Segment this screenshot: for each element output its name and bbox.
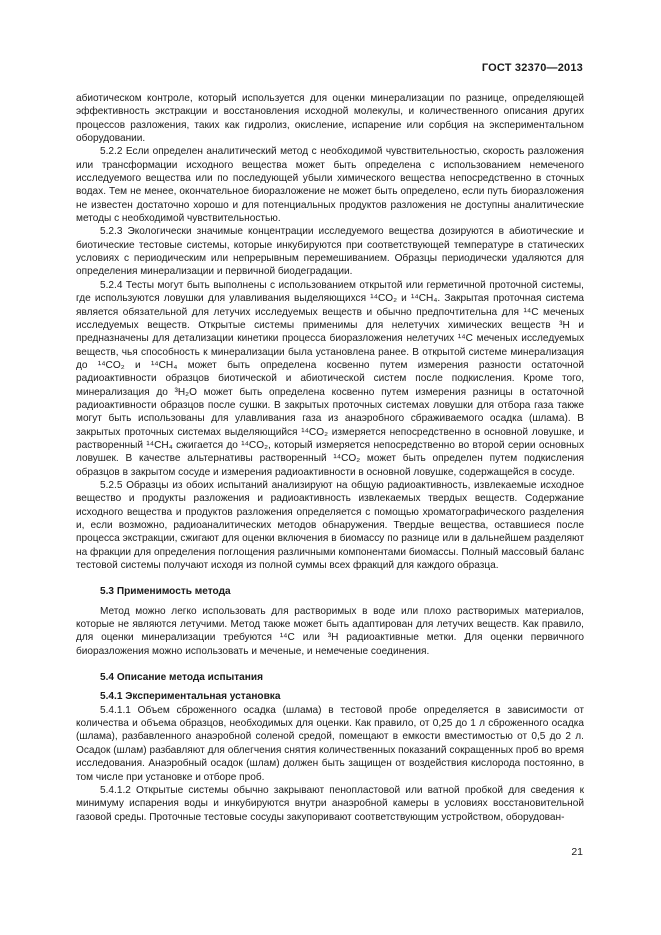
paragraph-5-2-2: 5.2.2 Если определен аналитический метод с необходимой чувствительностью, скорость разложения или трансформации исходного вещества может быть определена с использованием немеченого исследуемого вещества или по последующей убыли химического вещества непосредственно в сточных водах. Тем не менее, окончательное биоразложение не может быть определено, если путь биоразложения не известен достаточно хорошо и для потенциальных продуктов разложения не доступны аналитические методы с необходимой чувствительностью.: [76, 146, 584, 225]
paragraph-5-2-3: 5.2.3 Экологически значимые концентрации исследуемого вещества дозируются в абиотические и биотические тестовые системы, которые инкубируются при соответствующей температуре в статических условиях с периодическим или непрерывным перемешиванием. Образцы периодически удаляются для определения минерализации и первичной биодеградации.: [76, 226, 584, 278]
paragraph-5-2-5: 5.2.5 Образцы из обоих испытаний анализируют на общую радиоактивность, извлекаемые исходное вещество и продукты разложения и радиоактивность извлекаемых твердых веществ. Содержание исходного вещества и продуктов разложения определяется с помощью хроматографического разделения и, если возможно, радиоаналитических методов обнаружения. Твердые вещества, оставшиеся после процесса экстракции, сжигают для оценки включения в биомассу по разнице или в дальнейшем разделяют на фракции для определения поглощения различными компонентами биомассы. Полный массовый баланс тестовой системы получают исходя из полной суммы всех фракций для каждого образца.: [76, 479, 584, 572]
paragraph-5-4-1-2: 5.4.1.2 Открытые системы обычно закрывают пенопластовой или ватной пробкой для сведения к минимуму испарения воды и инкубируются внутри анаэробной камеры в условиях восстановительной газовой среды. Проточные тестовые сосуды закупоривают соответствующим устройством, оборудован-: [76, 784, 584, 823]
section-heading-5-4: 5.4 Описание метода испытания: [100, 672, 263, 684]
paragraph-5-2-4: 5.2.4 Тесты могут быть выполнены с использованием открытой или герметичной проточной системы, где используются ловушки для улавливания выделяющихся ¹⁴CO₂ и ¹⁴CH₄. Закрытая проточная система является обязательной для летучих исследуемых веществ и обычно предпочтительна для ¹⁴C меченых исследуемых веществ. Открытые системы применимы для нелетучих химических веществ ³H и предназначены для детализации кинетики процесса биоразложения нелетучих ¹⁴C меченых исследуемых веществ, чья способность к минерализации была установлена ранее. В открытой системе минерализация до ¹⁴CO₂ и ¹⁴CH₄ может быть определена косвенно путем измерения разности остаточной радиоактивности образцов биотической и абиотической систем после подкисления. Кроме того, минерализация до ³H₂O может быть определена косвенно путем измерения разницы в остаточной радиоактивности образцов после сушки. В закрытых проточных системах ловушки для отбора газа также могут быть использованы для улавливания газа из анаэробного сбраживаемого осадка (шлама). В закрытых проточных системах выделяющийся ¹⁴CO₂ измеряется непосредственно в основной ловушке, и растворенный ¹⁴CH₄ сжигается до ¹⁴CO₂, который измеряется непосредственно во второй серии основных ловушек. В качестве альтернативы растворенный ¹⁴CO₂ может быть определен путем подкисления образцов в закрытом сосуде и измерения радиоактивности в основной ловушке, содержащейся в сосуде.: [76, 279, 584, 478]
page-number: 21: [571, 846, 583, 858]
subsection-heading-5-4-1: 5.4.1 Экспериментальная установка: [100, 691, 281, 703]
paragraph-continuation: абиотическом контроле, который используется для оценки минерализации по разнице, определяющей эффективность экстракции и восстановления исходной молекулы, и количественного описания других процессов разложения, таких как гидролиз, окисление, испарение или сорбция на экспериментальном оборудовании.: [76, 93, 584, 145]
paragraph-5-4-1-1: 5.4.1.1 Объем сброженного осадка (шлама) в тестовой пробе определяется в зависимости от количества и объема образцов, необходимых для оценки. Как правило, от 0,25 до 1 л сброженного осадка (шлама), разбавленного анаэробной соленой средой, помещают в емкости вместимостью от 0,5 до 2 л. Осадок (шлам) разбавляют для облегчения снятия количественных показаний сокращенных проб во время исследования. Анаэробный осадок (шлам) должен быть защищен от воздействия кислорода постоянно, в том числе при установке и отборе проб.: [76, 704, 584, 783]
document-body: [76, 92, 584, 824]
document-code: ГОСТ 32370—2013: [481, 62, 583, 74]
paragraph-applicability: Метод можно легко использовать для растворимых в воде или плохо растворимых материалов, которые не являются летучими. Метод также может быть адаптирован для летучих веществ. Как правило, для оценки минерализации требуются ¹⁴C или ³H радиоактивные метки. Для оценки первичного биоразложения можно использовать и меченые, и немеченые соединения.: [76, 605, 584, 657]
section-heading-5-3: 5.3 Применимость метода: [100, 586, 231, 598]
